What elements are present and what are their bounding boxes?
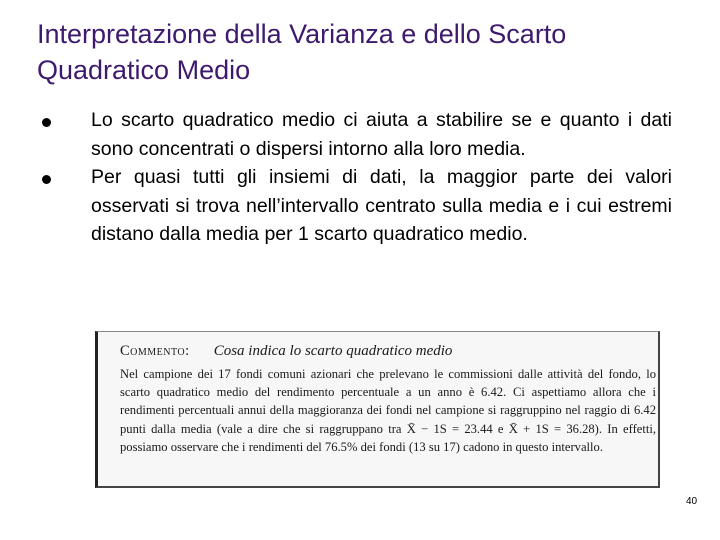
bullet-text: Lo scarto quadratico medio ci aiuta a stabilire se e quanto i dati sono concentrati o dispersi intorno alla loro media. bbox=[91, 109, 672, 160]
bullet-list bbox=[40, 106, 672, 249]
bullet-item bbox=[40, 106, 672, 163]
comment-header bbox=[120, 342, 452, 360]
comment-heading: Cosa indica lo scarto quadratico medio bbox=[213, 343, 453, 359]
bullet-item bbox=[40, 163, 672, 249]
bullet-text: Per quasi tutti gli insiemi di dati, la maggior parte dei valori osservati si trova nell’intervallo centrato sulla media e i cui estremi distano dalla media per 1 scarto quadratico medio. bbox=[91, 166, 672, 245]
bullet-dot-icon bbox=[42, 175, 51, 184]
textbook-comment-excerpt bbox=[95, 331, 660, 488]
bullet-dot-icon bbox=[42, 118, 51, 127]
comment-label: Commento: bbox=[120, 343, 190, 359]
page-number: 40 bbox=[686, 496, 698, 507]
comment-body: Nel campione dei 17 fondi comuni azionari che prelevano le commissioni dalle attività del fondo, lo scarto quadratico medio del rendimento percentuale a un anno è 6.42. Ci aspettiamo allora che i rendimenti percentuali annui della maggioranza dei fondi nel campione si raggruppino nel raggio di 6.42 punti dalla media (vale a dire che si raggruppano tra X̄ − 1S = 23.44 e X̄ + 1S = 36.28). In effetti, possiamo osservare che i rendimenti del 76.5% dei fondi (13 su 17) cadono in questo intervallo. bbox=[120, 367, 656, 454]
slide-title: Interpretazione della Varianza e dello Scarto Quadratico Medio bbox=[37, 19, 567, 85]
